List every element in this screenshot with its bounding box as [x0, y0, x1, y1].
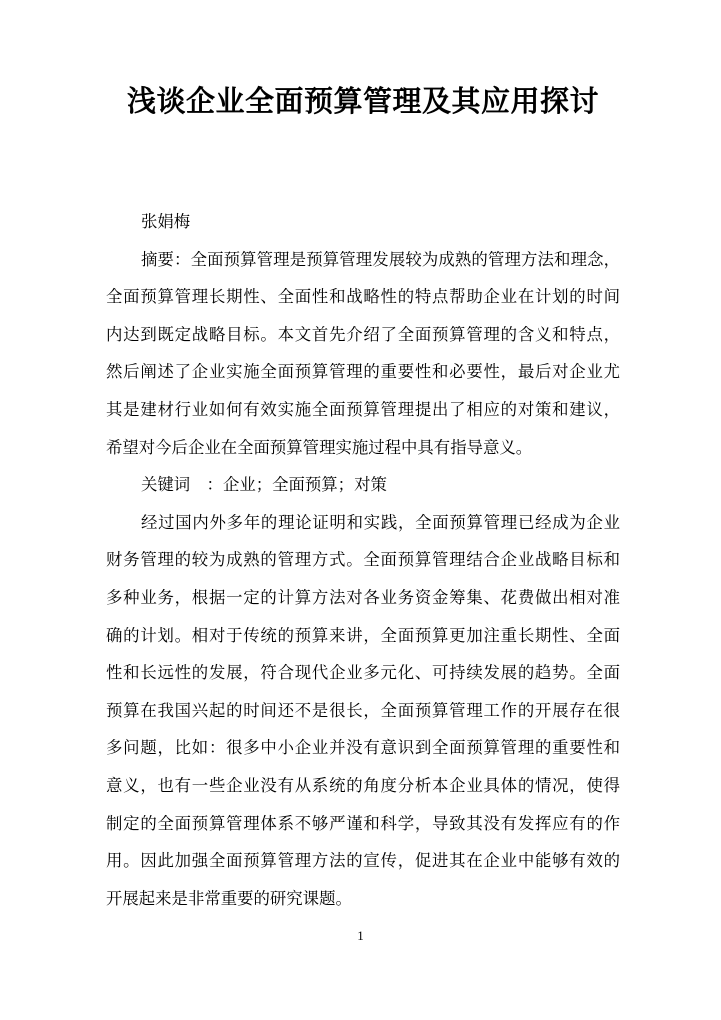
abstract-line: 其是建材行业如何有效实施全面预算管理提出了相应的对策和建议，	[106, 399, 620, 419]
abstract-line: 全面预算管理长期性、全面性和战略性的特点帮助企业在计划的时间	[106, 287, 620, 307]
abstract-line: 摘要：全面预算管理是预算管理发展较为成熟的管理方法和理念，	[141, 249, 620, 269]
document-title: 浅谈企业全面预算管理及其应用探讨	[126, 86, 599, 118]
author-line: 张娟梅	[141, 212, 191, 231]
document-content	[106, 203, 620, 917]
body-line: 财务管理的较为成熟的管理方式。全面预算管理结合企业战略目标和	[106, 550, 620, 570]
body-line: 多种业务，根据一定的计算方法对各业务资金筹集、花费做出相对准	[106, 587, 620, 607]
body-line: 制定的全面预算管理体系不够严谨和科学，导致其没有发挥应有的作	[106, 813, 620, 833]
body-line: 用。因此加强全面预算管理方法的宣传，促进其在企业中能够有效的	[106, 851, 620, 871]
page-number: 1	[357, 928, 364, 943]
body-line: 意义，也有一些企业没有从系统的角度分析本企业具体的情况，使得	[106, 775, 620, 795]
abstract-line: 然后阐述了企业实施全面预算管理的重要性和必要性，最后对企业尤	[106, 362, 620, 382]
keywords-line: 关键词 ：企业；全面预算；对策	[141, 475, 387, 495]
body-line: 经过国内外多年的理论证明和实践，全面预算管理已经成为企业	[141, 512, 620, 532]
abstract-line: 内达到既定战略目标。本文首先介绍了全面预算管理的含义和特点，	[106, 324, 620, 344]
body-line: 性和长远性的发展，符合现代企业多元化、可持续发展的趋势。全面	[106, 663, 620, 683]
body-line: 确的计划。相对于传统的预算来讲，全面预算更加注重长期性、全面	[106, 625, 620, 645]
abstract-line: 希望对今后企业在全面预算管理实施过程中具有指导意义。	[106, 437, 533, 457]
body-line: 多问题，比如：很多中小企业并没有意识到全面预算管理的重要性和	[106, 738, 620, 758]
body-line: 预算在我国兴起的时间还不是很长，全面预算管理工作的开展存在很	[106, 700, 620, 720]
body-line: 开展起来是非常重要的研究课题。	[106, 888, 352, 908]
